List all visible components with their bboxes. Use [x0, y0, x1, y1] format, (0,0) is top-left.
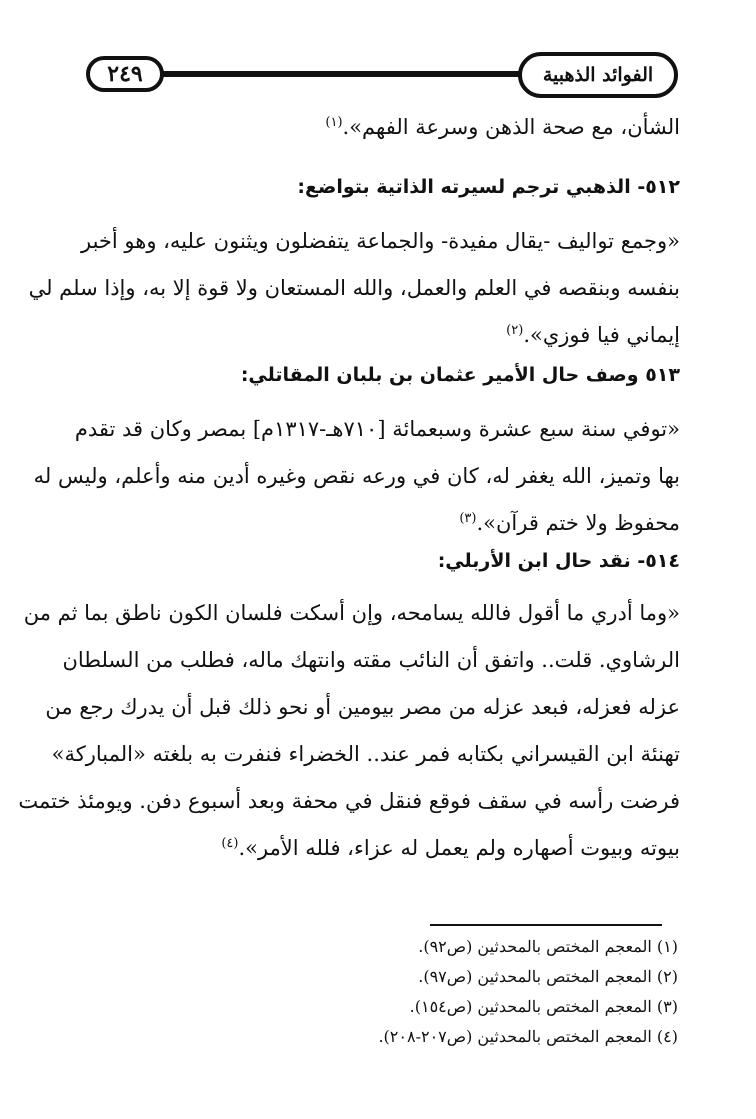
text-line: عزله فعزله، فبعد عزله من مصر بيومين أو نحو ذلك قبل أن يدرك رجع من	[45, 695, 680, 719]
paragraph-514	[18, 598, 680, 863]
paragraph-512	[28, 226, 680, 350]
footnote-marker: (٣)	[459, 511, 477, 526]
footnote: (٢) المعجم المختص بالمحدثين (ص٩٧).	[418, 967, 678, 986]
running-title: الفوائد الذهبية	[518, 52, 678, 98]
footnote-separator	[430, 924, 662, 926]
text-line: تهنئة ابن القيسراني بكتابه فمر عند.. الخضراء فنفرت به بلغته «المباركة»	[51, 742, 680, 766]
page-number: ٢٤٩	[86, 56, 164, 92]
section-heading-512: ٥١٢- الذهبي ترجم لسيرته الذاتية بتواضع:	[297, 176, 680, 198]
footnotes	[300, 932, 678, 1052]
text-line: بيوته وبيوت أصهاره ولم يعمل له عزاء، فلله الأمر».	[238, 836, 680, 860]
paragraph-513	[33, 414, 680, 538]
section-heading-513: ٥١٣ وصف حال الأمير عثمان بن بلبان المقاتلي:	[240, 364, 680, 386]
text-line: بنفسه وبنقصه في العلم والعمل، والله المستعان ولا قوة إلا به، وإذا سلم لي	[28, 276, 680, 300]
text-line: الرشاوي. قلت.. واتفق أن النائب مقته وانتهك ماله، فطلب من السلطان	[62, 648, 680, 672]
text-line: الشأن، مع صحة الذهن وسرعة الفهم».	[342, 115, 680, 139]
footnote-marker: (١)	[325, 115, 343, 130]
footnote: (١) المعجم المختص بالمحدثين (ص٩٢).	[418, 937, 678, 956]
page-header	[86, 52, 678, 102]
section-heading-514: ٥١٤- نقد حال ابن الأربلي:	[437, 550, 680, 572]
footnote: (٣) المعجم المختص بالمحدثين (ص١٥٤).	[409, 997, 678, 1016]
footnote-marker: (٤)	[221, 836, 239, 851]
footnote: (٤) المعجم المختص بالمحدثين (ص٢٠٧-٢٠٨).	[378, 1027, 678, 1046]
text-line: «وجمع تواليف -يقال مفيدة- والجماعة يتفضلون ويثنون عليه، وهو أخبر	[80, 229, 680, 253]
text-line: محفوظ ولا ختم قرآن».	[476, 511, 680, 535]
text-line: «وما أدري ما أقول فالله يسامحه، وإن أسكت فلسان الكون ناطق بما ثم من	[23, 601, 680, 625]
text-line: فرضت رأسه في سقف فوقع فنقل في محفة وبعد أسبوع دفن. ويومئذ ختمت	[18, 789, 680, 813]
header-rule	[126, 71, 538, 77]
text-line: بها وتميز، الله يغفر له، كان في ورعه نقص وغيره أدين منه وأعلم، وليس له	[33, 464, 680, 488]
paragraph-continued	[84, 112, 680, 142]
text-line: «توفي سنة سبع عشرة وسبعمائة [٧١٠هـ-١٣١٧م] بمصر وكان قد تقدم	[74, 417, 680, 441]
text-line: إيماني فيا فوزي».	[523, 323, 680, 347]
footnote-marker: (٢)	[506, 323, 524, 338]
